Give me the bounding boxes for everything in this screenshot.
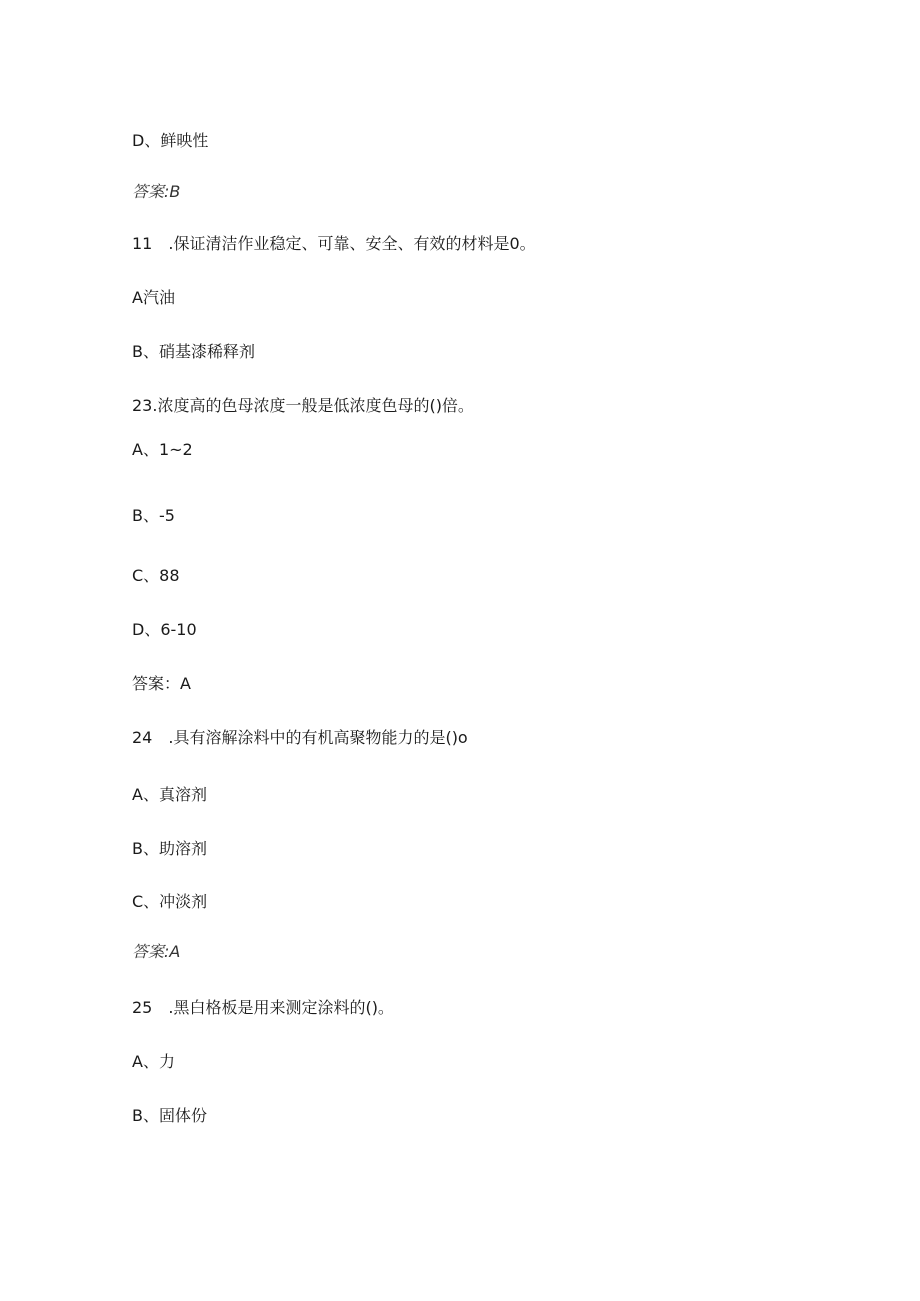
option-b-q11: B、硝基漆稀释剂: [132, 342, 255, 361]
answer-q10: 答案:B: [132, 182, 181, 201]
option-a-q11: A汽油: [132, 288, 175, 307]
option-c-q24: C、冲淡剂: [132, 892, 208, 911]
option-b-q25: B、固体份: [132, 1106, 207, 1125]
option-b-q23: B、-5: [132, 506, 175, 525]
question-25: 25 .黑白格板是用来测定涂料的()。: [132, 998, 394, 1017]
option-d-q23: D、6-10: [132, 620, 197, 639]
question-11: 11 .保证清洁作业稳定、可靠、安全、有效的材料是0。: [132, 234, 536, 253]
option-a-q24: A、真溶剂: [132, 785, 207, 804]
option-a-q25: A、力: [132, 1052, 175, 1071]
answer-q24: 答案:A: [132, 942, 181, 961]
option-c-q23: C、88: [132, 566, 180, 585]
option-b-q24: B、助溶剂: [132, 839, 207, 858]
question-24: 24 .具有溶解涂料中的有机高聚物能力的是()o: [132, 728, 468, 747]
question-23: 23.浓度高的色母浓度一般是低浓度色母的()倍。: [132, 396, 474, 415]
option-d-q10: D、鲜映性: [132, 131, 209, 150]
answer-q23: 答案：A: [132, 674, 191, 693]
option-a-q23: A、1~2: [132, 440, 193, 459]
